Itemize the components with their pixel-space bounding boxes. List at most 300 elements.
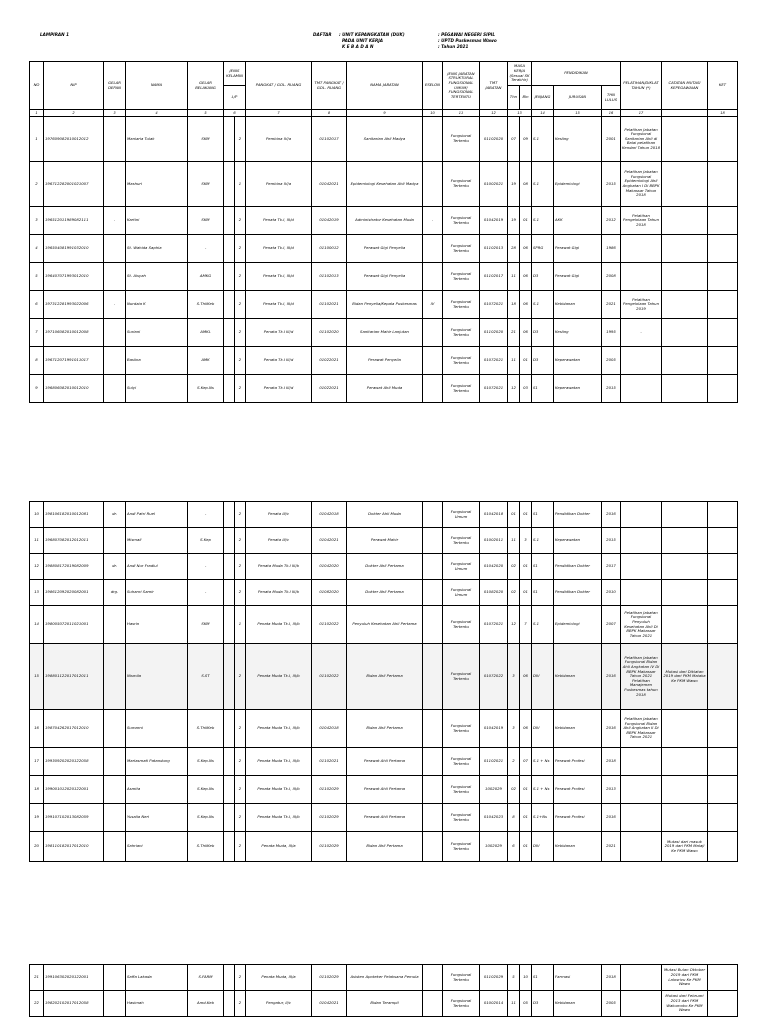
cell-tmt: 01042019 <box>312 207 347 235</box>
cell-eselon <box>423 832 443 862</box>
cell-ket <box>708 291 738 319</box>
cell-gd <box>104 832 126 862</box>
cell-nama: Suriani <box>126 319 188 347</box>
cell-tmtj: 01072021 <box>480 375 508 403</box>
cell-lp: 2 <box>235 502 246 528</box>
cell-lulus: 2005 <box>602 991 621 1017</box>
cell-tmtj: 01042023 <box>480 804 508 832</box>
cell-nip: 198808172019082009 <box>44 554 104 580</box>
cell-gd <box>104 263 126 291</box>
cell-jabatan: Perawat Gigi Penyelia <box>347 235 423 263</box>
cell-nip: 196504081991032010 <box>44 235 104 263</box>
cell-no: 14 <box>30 606 44 644</box>
table-row <box>30 162 738 207</box>
cell-eselon <box>423 580 443 606</box>
cell-tmtj: 1002029 <box>480 776 508 804</box>
cell-jenjang: D3 <box>532 991 554 1017</box>
cell-lulus: 2005 <box>602 347 621 375</box>
cell-lulus: 2018 <box>602 748 621 776</box>
cell-jurusan: Perawat Gigi <box>554 235 602 263</box>
cell-nama: Mismali <box>126 528 188 554</box>
unit-line-2: PADA UNIT KERJA <box>342 38 384 43</box>
col-pangkat: PANGKAT / GOL. RUANG <box>246 62 312 110</box>
cell-pangkat: Penata Muda, III/a <box>246 965 312 991</box>
cell-jurusan: Pendidikan Dokter <box>554 554 602 580</box>
col-number: 18 <box>708 110 738 117</box>
cell-catatan <box>662 207 708 235</box>
cell-lulus: 2013 <box>602 776 621 804</box>
cell-pangkat: Penata Muda Tk.I, III/b <box>246 606 312 644</box>
cell-ket <box>708 965 738 991</box>
cell-no: 15 <box>30 644 44 710</box>
cell-catatan: Mutasi dari Diklatan 2019 dari PKM Malaka Ke PKM Wawo <box>662 644 708 710</box>
cell-l <box>224 347 235 375</box>
cell-jenjang: S1 <box>532 554 554 580</box>
cell-pelatihan <box>621 748 662 776</box>
cell-nip: 198612092020082001 <box>44 580 104 606</box>
table-row <box>30 991 738 1017</box>
cell-tmtj: 01002014 <box>480 991 508 1017</box>
cell-gb: - <box>188 235 224 263</box>
cell-lp: 2 <box>235 554 246 580</box>
cell-catatan <box>662 580 708 606</box>
cell-jenjang: S1 <box>532 502 554 528</box>
cell-jabatan: Penyuluh Kesehatan Ahli Pertama <box>347 606 423 644</box>
cell-gd <box>104 644 126 710</box>
cell-gb: S.ThilKeb <box>188 832 224 862</box>
cell-eselon <box>423 804 443 832</box>
cell-tmt: 01102013 <box>312 263 347 291</box>
cell-jenis: Fungsional Tertentu <box>443 965 480 991</box>
cell-jenis: Fungsional Tertentu <box>443 347 480 375</box>
cell-catatan <box>662 263 708 291</box>
cell-eselon <box>423 162 443 207</box>
cell-nama: Kartini <box>126 207 188 235</box>
cell-thn: 18 <box>508 291 520 319</box>
cell-eselon <box>423 375 443 403</box>
cell-bln: 08 <box>520 162 532 207</box>
cell-lp: 2 <box>235 235 246 263</box>
cell-jurusan: Keperawatan <box>554 347 602 375</box>
cell-gb: S.FARM <box>188 965 224 991</box>
cell-gd <box>104 375 126 403</box>
cell-nama: Mashuri <box>126 162 188 207</box>
cell-thn: 21 <box>508 319 520 347</box>
cell-catatan <box>662 319 708 347</box>
cell-pelatihan <box>621 580 662 606</box>
cell-ket <box>708 263 738 291</box>
col-number: 15 <box>554 110 602 117</box>
cell-jenjang: S1 <box>532 580 554 606</box>
cell-ket <box>708 347 738 375</box>
col-ket: KET <box>708 62 738 110</box>
cell-gd <box>104 965 126 991</box>
cell-ket <box>708 375 738 403</box>
cell-tmt: 01102021 <box>312 748 347 776</box>
cell-jurusan: Perawat Profesi <box>554 776 602 804</box>
cell-thn: 5 <box>508 965 520 991</box>
cell-lp: 2 <box>235 207 246 235</box>
cell-jenjang: D3 <box>532 347 554 375</box>
cell-jenis: Fungsional Tertentu <box>443 291 480 319</box>
cell-tmt: 01022021 <box>312 375 347 403</box>
cell-lulus: 2008 <box>602 263 621 291</box>
cell-pangkat: Penata Tk.I, III/d <box>246 263 312 291</box>
cell-pelatihan <box>621 776 662 804</box>
cell-lulus: 2016 <box>602 804 621 832</box>
cell-pangkat: Pembina IV/a <box>246 117 312 162</box>
cell-gd <box>104 235 126 263</box>
cell-lp: 1 <box>235 606 246 644</box>
daftar-label: DAFTAR <box>313 32 332 37</box>
cell-nip: 198106182010012081 <box>44 502 104 528</box>
cell-no: 6 <box>30 291 44 319</box>
cell-gd <box>104 776 126 804</box>
cell-gd <box>104 117 126 162</box>
cell-ket <box>708 804 738 832</box>
column-number-row <box>30 110 738 117</box>
cell-pelatihan <box>621 965 662 991</box>
col-jenjang: JENJANG <box>532 86 554 110</box>
cell-nama: Yusalia Neri <box>126 804 188 832</box>
cell-jenjang: S.1 <box>532 162 554 207</box>
cell-gb: - <box>188 554 224 580</box>
cell-lp: 2 <box>235 644 246 710</box>
col-jenis-jabatan: JENIS JABATAN STRUKTURAL FUNGSIONAL UMUM/ FUNGSIONAL TERTENTU <box>443 62 480 110</box>
cell-jenis: Fungsional Tertentu <box>443 776 480 804</box>
cell-jurusan: Kesling <box>554 117 602 162</box>
cell-nip: 199106302020122001 <box>44 965 104 991</box>
cell-eselon <box>423 263 443 291</box>
cell-l <box>224 162 235 207</box>
cell-catatan: Mutasi Bulan Oktober 2019 dari PKM Lalosrivu Ke PKM Wawo <box>662 965 708 991</box>
cell-jurusan: Epidemiologi <box>554 606 602 644</box>
cell-eselon <box>423 347 443 375</box>
cell-bln: 07 <box>520 748 532 776</box>
cell-thn: 19 <box>508 162 520 207</box>
cell-l <box>224 235 235 263</box>
cell-gd: drg. <box>104 580 126 606</box>
col-catatan: CATATAN MUTASI KEPEGAWAIAN <box>662 62 708 110</box>
col-number: 8 <box>312 110 347 117</box>
cell-lp: 2 <box>235 991 246 1017</box>
cell-nip: 197312281993022006 <box>44 291 104 319</box>
table-row <box>30 644 738 710</box>
col-eselon: ESELON <box>423 62 443 110</box>
cell-gd <box>104 528 126 554</box>
cell-l <box>224 263 235 291</box>
cell-lulus: 2021 <box>602 291 621 319</box>
col-number: 9 <box>347 110 423 117</box>
cell-thn: 8 <box>508 804 520 832</box>
cell-nama: Suhanri Samir <box>126 580 188 606</box>
cell-l <box>224 207 235 235</box>
cell-gb: S.ST <box>188 644 224 710</box>
cell-bln: 09 <box>520 117 532 162</box>
cell-ket <box>708 710 738 748</box>
cell-jabatan: Perawat Ahli Muda <box>347 375 423 403</box>
cell-jabatan: Perawat Gigi Penyelia <box>347 263 423 291</box>
col-number <box>662 110 708 117</box>
cell-nip: 198801122017012011 <box>44 644 104 710</box>
cell-eselon <box>423 502 443 528</box>
cell-no: 21 <box>30 965 44 991</box>
cell-jenis: Fungsional Umum <box>443 554 480 580</box>
cell-nama: Nismila <box>126 644 188 710</box>
cell-pangkat: Penata Tk.I, III/d <box>246 207 312 235</box>
cell-jurusan: Kesling <box>554 319 602 347</box>
cell-pelatihan: Pelatihan Jabatan Fungsional Penyuluh Kesehatan Ahli Di BBPK Makassar Tahun 2021 <box>621 606 662 644</box>
col-jenis-kelamin: JENIS KELAMIN <box>224 62 246 86</box>
cell-gb: S.Kep.Ns <box>188 804 224 832</box>
cell-l <box>224 644 235 710</box>
cell-pelatihan: Pelatihan Jabatan Fungsional Epidemiologi Ahli Angkatan I Di BBPK Makassar Tahun 2018 <box>621 162 662 207</box>
cell-tmt: 01042021 <box>312 162 347 207</box>
col-number: 14 <box>532 110 554 117</box>
cell-l <box>224 710 235 748</box>
cell-jenis: Fungsional Tertentu <box>443 235 480 263</box>
cell-lp: 2 <box>235 580 246 606</box>
col-number: 2 <box>44 110 104 117</box>
cell-lp: 2 <box>235 776 246 804</box>
cell-ket <box>708 319 738 347</box>
cell-thn: 3 <box>508 644 520 710</box>
table-row <box>30 554 738 580</box>
col-number: 12 <box>480 110 508 117</box>
cell-nip: 198110182017012010 <box>44 832 104 862</box>
cell-jurusan: Kebidanan <box>554 991 602 1017</box>
cell-tmt: 01100012 <box>312 235 347 263</box>
cell-jurusan: Perawat Profesi <box>554 804 602 832</box>
cell-lp: 2 <box>235 965 246 991</box>
cell-thn: 02 <box>508 554 520 580</box>
cell-jabatan: Administrator Kesehatan Muda <box>347 207 423 235</box>
cell-gb: S.Kep <box>188 528 224 554</box>
cell-l <box>224 554 235 580</box>
cell-tmtj: 01042020 <box>480 554 508 580</box>
cell-gb: S.ThilKeb <box>188 710 224 748</box>
cell-jurusan: Pendidikan Dokter <box>554 580 602 606</box>
cell-eselon <box>423 606 443 644</box>
cell-no: 10 <box>30 502 44 528</box>
cell-lulus: 2012 <box>602 207 621 235</box>
col-number: 13 <box>508 110 532 117</box>
cell-no: 13 <box>30 580 44 606</box>
cell-tmt: 01102017 <box>312 117 347 162</box>
cell-lulus: 2016 <box>602 502 621 528</box>
cell-eselon <box>423 776 443 804</box>
cell-gb: SKM <box>188 162 224 207</box>
cell-eselon <box>423 528 443 554</box>
cell-jabatan: Bidan Ahli Pertama <box>347 832 423 862</box>
cell-bln: 03 <box>520 375 532 403</box>
cell-nama: Saffa Lakada <box>126 965 188 991</box>
cell-lp: 2 <box>235 832 246 862</box>
cell-jenjang: S1 <box>532 965 554 991</box>
cell-tmt: 01082020 <box>312 580 347 606</box>
cell-pelatihan <box>621 375 662 403</box>
cell-bln: 06 <box>520 319 532 347</box>
cell-jenjang: S1 <box>532 375 554 403</box>
cell-nama: Basiina <box>126 347 188 375</box>
col-lp: L/P <box>224 86 246 110</box>
cell-lp: 2 <box>235 319 246 347</box>
cell-gb: AMKG <box>188 263 224 291</box>
table-row <box>30 776 738 804</box>
cell-pelatihan <box>621 347 662 375</box>
cell-no: 20 <box>30 832 44 862</box>
cell-bln: 7 <box>520 606 532 644</box>
cell-lp: 2 <box>235 347 246 375</box>
cell-nama: Sumarni <box>126 710 188 748</box>
cell-l <box>224 606 235 644</box>
col-number: 16 <box>602 110 621 117</box>
cell-pangkat: Penata Tk.I III/d <box>246 375 312 403</box>
col-pelatihan: PELATIHAN/DIKLAT TAHUN (*) <box>621 62 662 110</box>
table-row <box>30 710 738 748</box>
col-number: 17 <box>621 110 662 117</box>
cell-nama: Hasrin <box>126 606 188 644</box>
table-row <box>30 235 738 263</box>
duk-table-page-2 <box>29 501 738 862</box>
cell-jabatan: Bidan Ahli Pertama <box>347 710 423 748</box>
cell-pangkat: Penata Muda Tk.I, III/b <box>246 644 312 710</box>
cell-jenjang: S.1 <box>532 207 554 235</box>
cell-nip: 197609082010012012 <box>44 117 104 162</box>
cell-bln: 10 <box>520 965 532 991</box>
col-number: 4 <box>126 110 188 117</box>
col-nama: NAMA <box>126 62 188 110</box>
cell-no: 18 <box>30 776 44 804</box>
cell-jenis: Fungsional Tertentu <box>443 162 480 207</box>
cell-jenjang: S.1 <box>532 117 554 162</box>
cell-nip: 199001012020122001 <box>44 776 104 804</box>
col-number: 11 <box>443 110 480 117</box>
cell-bln: 01 <box>520 347 532 375</box>
cell-jenjang: S.1+Ns <box>532 804 554 832</box>
cell-thn: 12 <box>508 375 520 403</box>
table-row <box>30 804 738 832</box>
cell-eselon <box>423 235 443 263</box>
cell-tmtj: 01002021 <box>480 162 508 207</box>
cell-l <box>224 291 235 319</box>
cell-catatan <box>662 291 708 319</box>
cell-jurusan: Farmasi <box>554 965 602 991</box>
cell-eselon <box>423 117 443 162</box>
cell-nip: 198202102017012058 <box>44 991 104 1017</box>
duk-table-page-1 <box>29 61 738 403</box>
cell-lulus: 2001 <box>602 117 621 162</box>
cell-l <box>224 748 235 776</box>
cell-tmt: 01102029 <box>312 832 347 862</box>
cell-bln: 06 <box>520 710 532 748</box>
cell-lulus: 1986 <box>602 235 621 263</box>
cell-jenis: Fungsional Tertentu <box>443 207 480 235</box>
cell-jenjang: S.1 <box>532 291 554 319</box>
cell-pangkat: Penata Muda Tk.I, III/b <box>246 804 312 832</box>
cell-lp: 2 <box>235 375 246 403</box>
cell-jenis: Fungsional Tertentu <box>443 710 480 748</box>
cell-gd <box>104 162 126 207</box>
cell-lulus: 2016 <box>602 710 621 748</box>
cell-lulus: 2015 <box>602 375 621 403</box>
col-masa-kerja: MASA KERJA (Sesuai SK Terakhir) <box>508 62 532 86</box>
cell-tmtj: 01042018 <box>480 502 508 528</box>
cell-pangkat: Penata Muda Tk.I, III/b <box>246 710 312 748</box>
cell-gd <box>104 606 126 644</box>
cell-pelatihan <box>621 554 662 580</box>
table-row <box>30 528 738 554</box>
cell-tmtj: 01102029 <box>480 965 508 991</box>
table-row <box>30 207 738 235</box>
cell-l <box>224 375 235 403</box>
col-bln: Bln <box>520 86 532 110</box>
cell-bln: 06 <box>520 235 532 263</box>
cell-catatan: Mutasi dari masuk 2019 dari PKM Malaji Ke PKM Wawo <box>662 832 708 862</box>
cell-jurusan: Keperawatan <box>554 375 602 403</box>
cell-gb: S.Kep.Ns <box>188 776 224 804</box>
cell-ket <box>708 776 738 804</box>
cell-eselon: IV <box>423 291 443 319</box>
cell-nama: Sulyi <box>126 375 188 403</box>
cell-ket <box>708 748 738 776</box>
cell-bln: 01 <box>520 207 532 235</box>
cell-thn: 02 <box>508 580 520 606</box>
cell-thn: 19 <box>508 207 520 235</box>
cell-pelatihan: Pelatihan Jabatan Fungsional Bidan Ahli Angkatan IV Di BBPK Makassar Tahun 2021 Pelatihan Manajemen Puskesmas tahun 2018 <box>621 644 662 710</box>
cell-nama: Sahriani <box>126 832 188 862</box>
cell-jenjang: D3 <box>532 319 554 347</box>
cell-nama: Asmita <box>126 776 188 804</box>
cell-eselon <box>423 991 443 1017</box>
cell-jenis: Fungsional Tertentu <box>443 528 480 554</box>
cell-thn: 6 <box>508 832 520 862</box>
col-tmt-pangkat: TMT PANGKAT / GOL. RUANG <box>312 62 347 110</box>
table-row <box>30 117 738 162</box>
cell-jabatan: Perawat Ahli Pertama <box>347 748 423 776</box>
cell-eselon: . <box>423 207 443 235</box>
cell-pelatihan <box>621 263 662 291</box>
cell-l <box>224 965 235 991</box>
table-row <box>30 580 738 606</box>
cell-lp: 2 <box>235 117 246 162</box>
cell-gd <box>104 804 126 832</box>
cell-l <box>224 804 235 832</box>
cell-nip: 198704262017012010 <box>44 710 104 748</box>
cell-jurusan: AKK <box>554 207 602 235</box>
table-row <box>30 319 738 347</box>
cell-catatan <box>662 748 708 776</box>
cell-catatan <box>662 162 708 207</box>
cell-tmtj: 01042019 <box>480 710 508 748</box>
cell-catatan <box>662 554 708 580</box>
cell-lp: 2 <box>235 291 246 319</box>
cell-gb: Amd.Keb <box>188 991 224 1017</box>
pegawai-label: : PEGAWAI NEGERI SIPIL <box>438 32 496 37</box>
cell-pelatihan: - <box>621 319 662 347</box>
cell-nip: 196512011989082111 <box>44 207 104 235</box>
cell-gd: dr. <box>104 554 126 580</box>
cell-lulus: 1995 <box>602 319 621 347</box>
cell-nip: 196712071991011017 <box>44 347 104 375</box>
cell-thn: 11 <box>508 528 520 554</box>
cell-tmtj: 01072021 <box>480 347 508 375</box>
cell-tmtj: 01102020 <box>480 117 508 162</box>
cell-jabatan: Perawat Penyelia <box>347 347 423 375</box>
cell-tmt: 01102022 <box>312 606 347 644</box>
cell-jabatan: Dokter Ahli Muda <box>347 502 423 528</box>
cell-nama: Hasimah <box>126 991 188 1017</box>
